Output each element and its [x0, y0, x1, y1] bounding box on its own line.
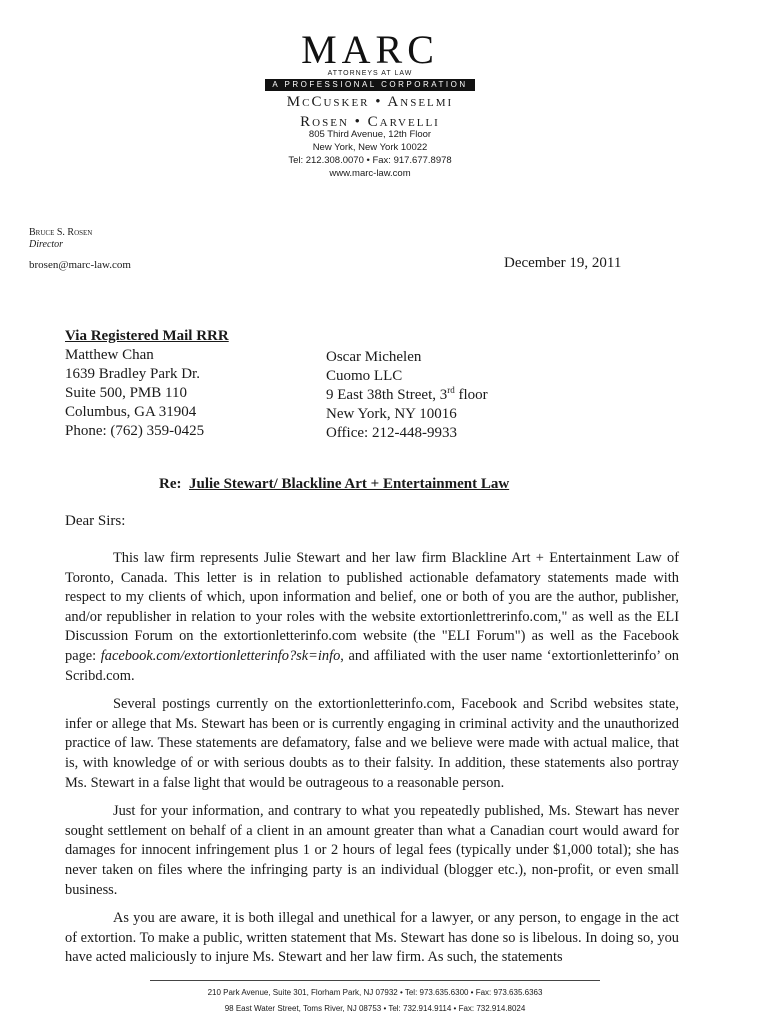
recipient-right-office: Office: 212-448-9933 — [326, 425, 457, 441]
letter-footer — [150, 980, 600, 1017]
recipient-right-city: New York, NY 10016 — [326, 406, 457, 422]
subject-line: Re: Julie Stewart/ Blackline Art + Entertainment Law — [159, 476, 510, 492]
firm-website: www.marc-law.com — [329, 168, 411, 179]
sender-block — [29, 227, 131, 271]
body-paragraph: This law firm represents Julie Stewart and her law firm Blackline Art + Entertainment Law of Toronto, Canada. This letter is in relation to published actionable defamatory statements made with respect to my clients of which, upon information and belief, one or both of you are the author, publisher, and/or republisher in relation to your roles with the website extortionlettrerinfo.com," as well as the ELI Discussion Forum on the extortionletterinfo.com website (the "ELI Forum") as well as the Facebook page: facebook.com/extortionletterinfo?sk=info, and affiliated with the user name ‘extortionletterinfo’ on Scribd.com. — [65, 550, 679, 684]
body-paragraph: As you are aware, it is both illegal and unethical for a lawyer, or any person, to engage in the act of extortion. To make a public, written statement that Ms. Stewart has done so is libelous. In doing so, you have acted maliciously to injure Ms. Stewart and her law firm. As such, the statements — [65, 910, 679, 966]
recipient-right — [326, 348, 488, 443]
firm-logo — [260, 27, 480, 91]
delivery-method: Via Registered Mail RRR — [65, 328, 229, 344]
recipient-right-company: Cuomo LLC — [326, 368, 403, 384]
recipient-left-line: Columbus, GA 31904 — [65, 404, 197, 420]
subject-text: Julie Stewart/ Blackline Art + Entertainment Law — [189, 476, 510, 492]
recipient-left — [65, 327, 229, 441]
logo-subtitle: ATTORNEYS AT LAW — [327, 70, 413, 77]
letter-body — [65, 549, 679, 977]
logo-text: MARC — [301, 27, 439, 72]
body-paragraph: Just for your information, and contrary to what you repeatedly published, Ms. Stewart has never sought settlement on behalf of a client in an amount greater than what a Canadian court would award for damages for innocent infringement plus 1 or 2 hours of legal fees (typically under $1,000 total); she has never taken on files where the infringing party is an individual (blogger etc.), non-profit, or even small business. — [65, 803, 679, 898]
sender-title: Director — [29, 239, 64, 250]
recipient-right-street: 9 East 38th Street, 3rd floor — [326, 385, 488, 403]
facebook-link-text: facebook.com/extortionletterinfo?sk=info — [100, 647, 341, 664]
firm-name-line1: McCusker • Anselmi — [286, 94, 454, 110]
recipient-right-name: Oscar Michelen — [326, 349, 422, 365]
firm-name — [240, 92, 500, 132]
recipient-left-line: Matthew Chan — [65, 347, 154, 363]
footer-office-1: 210 Park Avenue, Suite 301, Florham Park, NJ 07932 • Tel: 973.635.6300 • Fax: 973.635.6363 — [207, 988, 543, 997]
footer-office-2: 98 East Water Street, Toms River, NJ 08753 • Tel: 732.914.9114 • Fax: 732.914.8024 — [224, 1004, 526, 1013]
firm-address — [240, 128, 500, 180]
firm-street: 805 Third Avenue, 12th Floor — [308, 129, 432, 140]
letter-date: December 19, 2011 — [504, 255, 622, 271]
sender-name: Bruce S. Rosen — [29, 227, 93, 238]
recipient-left-line: Phone: (762) 359-0425 — [65, 423, 205, 439]
logo-bar: A PROFESSIONAL CORPORATION — [265, 79, 475, 91]
recipient-left-line: 1639 Bradley Park Dr. — [65, 366, 200, 382]
recipient-left-line: Suite 500, PMB 110 — [65, 385, 187, 401]
salutation: Dear Sirs: — [65, 513, 126, 529]
body-paragraph: Several postings currently on the extortionletterinfo.com, Facebook and Scribd websites state, infer or allege that Ms. Stewart has been or is currently engaging in criminal activity and the unauthorized practice of law. These statements are defamatory, false and we believe were made with actual malice, that is, with knowledge of or with serious doubts as to their falsity. In addition, these statements also portray Ms. Stewart in a false light that would be outrageous to a reasonable person. — [65, 696, 679, 791]
sender-email: brosen@marc-law.com — [29, 259, 131, 271]
firm-name-line2: Rosen • Carvelli — [300, 114, 440, 130]
firm-city: New York, New York 10022 — [312, 142, 428, 153]
firm-phone-fax: Tel: 212.308.0070 • Fax: 917.677.8978 — [288, 155, 452, 166]
